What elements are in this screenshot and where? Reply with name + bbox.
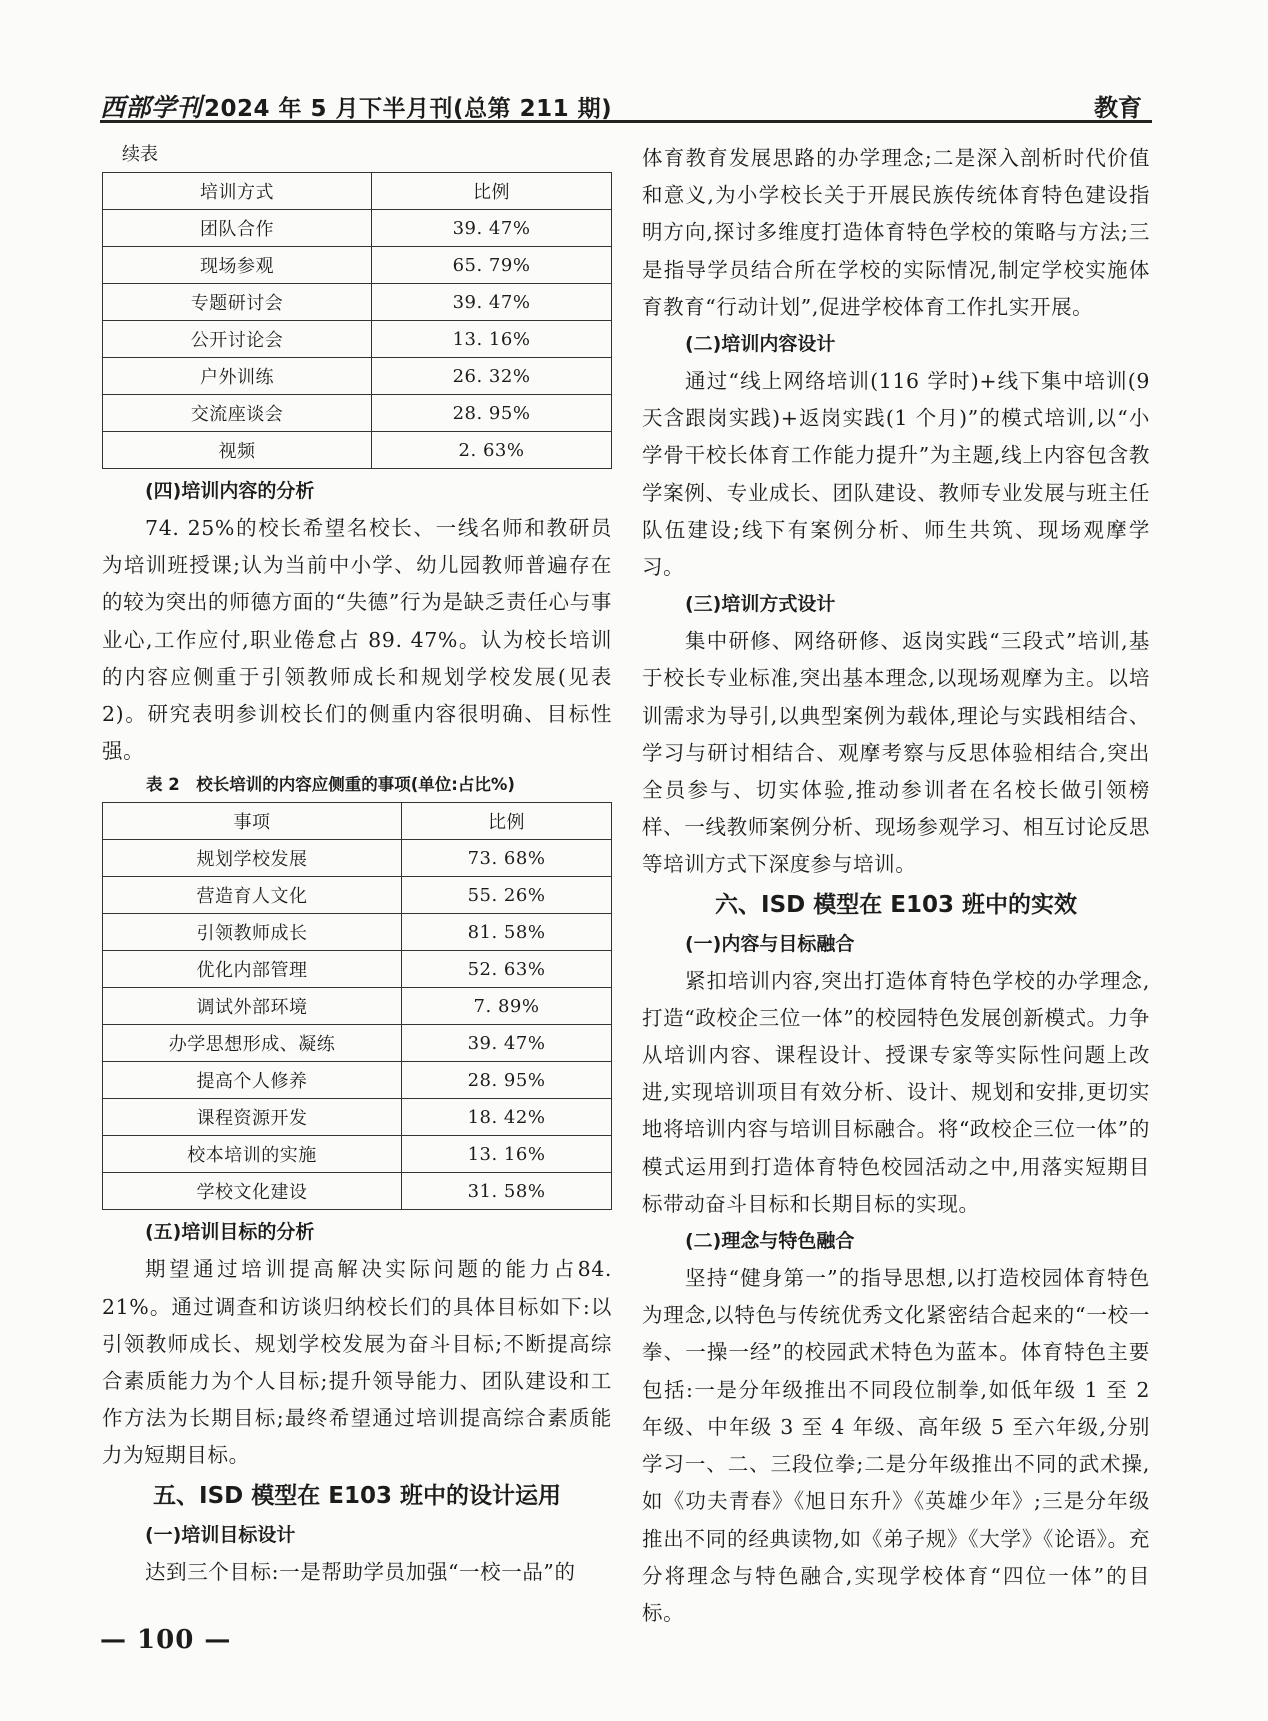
table-row xyxy=(103,432,612,469)
table-row xyxy=(103,877,612,914)
table-row xyxy=(103,358,612,395)
table-cell: 规划学校发展 xyxy=(103,840,402,877)
section-name: 教育 xyxy=(1094,94,1142,122)
paragraph-content-analysis: 74. 25%的校长希望名校长、一线名师和教研员为培训班授课;认为当前中小学、幼儿园教师普遍存在的较为突出的师德方面的“失德”行为是缺乏责任心与事业心,工作应付,职业倦怠占 89. 47%。认为校长培训的内容应侧重于引领教师成长和规划学校发展(见表 2)。研究表明参训校长们的侧重内容很明确、目标性强。 xyxy=(102,516,612,764)
subheading-idea-feature-merge: (二)理念与特色融合 xyxy=(685,1230,855,1253)
table-cell: 18. 42% xyxy=(402,1099,612,1136)
table-cell: 视频 xyxy=(103,432,372,469)
table-2-caption: 表 2 校长培训的内容应侧重的事项(单位:占比%) xyxy=(146,775,515,795)
table-header-cell: 培训方式 xyxy=(103,173,372,210)
table-cell: 73. 68% xyxy=(402,840,612,877)
page-number: — 100 — xyxy=(100,1625,232,1655)
table-cell: 公开讨论会 xyxy=(103,321,372,358)
table-cell: 28. 95% xyxy=(402,1062,612,1099)
paragraph-continued: 体育教育发展思路的办学理念;二是深入剖析时代价值和意义,为小学校长关于开展民族传统体育特色建设指明方向,探讨多维度打造体育特色学校的策略与方法;三是指导学员结合所在学校的实际情况,制定学校实施体育教育“行动计划”,促进学校体育工作扎实开展。 xyxy=(642,146,1150,319)
table-header-cell: 比例 xyxy=(402,803,612,840)
subheading-goal-design: (一)培训目标设计 xyxy=(145,1523,296,1546)
table-header-cell: 事项 xyxy=(103,803,402,840)
table-1-continued xyxy=(102,172,612,469)
subheading-content-design: (二)培训内容设计 xyxy=(685,333,836,356)
section-5-title: 五、ISD 模型在 E103 班中的设计运用 xyxy=(153,1482,561,1509)
table-row xyxy=(103,395,612,432)
table-cell: 52. 63% xyxy=(402,951,612,988)
continued-label: 续表 xyxy=(122,144,158,165)
subheading-content-goal-merge: (一)内容与目标融合 xyxy=(685,932,855,955)
table-cell: 现场参观 xyxy=(103,247,372,284)
table-cell: 65. 79% xyxy=(372,247,612,284)
subheading-goal-analysis: (五)培训目标的分析 xyxy=(145,1221,315,1244)
paragraph-content-design: 通过“线上网络培训(116 学时)+线下集中培训(9 天含跟岗实践)+返岗实践(1 个月)”的模式培训,以“小学骨干校长体育工作能力提升”为主题,线上内容包含教学案例、专业成长、团队建设、教师专业发展与班主任队伍建设;线下有案例分析、师生共筑、现场观摩学习。 xyxy=(642,369,1150,580)
table-cell: 26. 32% xyxy=(372,358,612,395)
table-cell: 户外训练 xyxy=(103,358,372,395)
header-rule xyxy=(100,120,1152,123)
table-cell: 81. 58% xyxy=(402,914,612,951)
table-row xyxy=(103,1136,612,1173)
subheading-content-analysis: (四)培训内容的分析 xyxy=(145,480,315,502)
table-cell: 7. 89% xyxy=(402,988,612,1025)
table-cell: 39. 47% xyxy=(402,1025,612,1062)
table-cell: 28. 95% xyxy=(372,395,612,432)
left-column xyxy=(102,140,612,1591)
table-cell: 调试外部环境 xyxy=(103,988,402,1025)
paragraph-content-goal-merge: 紧扣培训内容,突出打造体育特色学校的办学理念,打造“政校企三位一体”的校园特色发展创新模式。力争从培训内容、课程设计、授课专家等实际性问题上改进,实现培训项目有效分析、设计、规划和安排,更切实地将培训内容与培训目标融合。将“政校企三位一体”的模式运用到打造体育特色校园活动之中,用落实短期目标带动奋斗目标和长期目标的实现。 xyxy=(642,968,1150,1216)
table-row xyxy=(103,951,612,988)
table-row xyxy=(103,840,612,877)
table-cell: 营造育人文化 xyxy=(103,877,402,914)
table-cell: 39. 47% xyxy=(372,210,612,247)
journal-issue: 2024 年 5 月下半月刊(总第 211 期) xyxy=(204,96,613,122)
table-cell: 39. 47% xyxy=(372,284,612,321)
paragraph-idea-feature-merge: 坚持“健身第一”的指导思想,以打造校园体育特色为理念,以特色与传统优秀文化紧密结合起来的“一校一拳、一操一经”的校园武术特色为蓝本。体育特色主要包括:一是分年级推出不同段位制拳,如低年级 1 至 2 年级、中年级 3 至 4 年级、高年级 5 至六年级,分别学习一、二、三段位拳;二是分年级推出不同的武术操,如《功夫青春》《旭日东升》《英雄少年》;三是分年级推出不同的经典读物,如《弟子规》《大学》《论语》。充分将理念与特色融合,实现学校体育“四位一体”的目标。 xyxy=(642,1266,1150,1625)
subheading-method-design: (三)培训方式设计 xyxy=(685,593,836,616)
table-cell: 13. 16% xyxy=(372,321,612,358)
table-cell: 31. 58% xyxy=(402,1173,612,1210)
table-2 xyxy=(102,802,612,1210)
table-cell: 校本培训的实施 xyxy=(103,1136,402,1173)
table-cell: 课程资源开发 xyxy=(103,1099,402,1136)
table-header-row xyxy=(103,803,612,840)
table-cell: 团队合作 xyxy=(103,210,372,247)
table-row xyxy=(103,1062,612,1099)
table-cell: 提高个人修养 xyxy=(103,1062,402,1099)
paragraph-method-design: 集中研修、网络研修、返岗实践“三段式”培训,基于校长专业标准,突出基本理念,以现场观摩为主。以培训需求为导引,以典型案例为载体,理论与实践相结合、学习与研讨相结合、观摩考察与反思体验相结合,突出全员参与、切实体验,推动参训者在名校长做引领榜样、一线教师案例分析、现场参观学习、相互讨论反思等培训方式下深度参与培训。 xyxy=(642,629,1150,877)
table-row xyxy=(103,1099,612,1136)
table-cell: 交流座谈会 xyxy=(103,395,372,432)
table-row xyxy=(103,1173,612,1210)
table-row xyxy=(103,1025,612,1062)
table-cell: 13. 16% xyxy=(402,1136,612,1173)
table-cell: 办学思想形成、凝练 xyxy=(103,1025,402,1062)
table-header-row xyxy=(103,173,612,210)
journal-title xyxy=(100,88,612,124)
right-column xyxy=(642,140,1150,1632)
journal-logo: 西部学刊 xyxy=(100,93,203,122)
table-cell: 引领教师成长 xyxy=(103,914,402,951)
section-6-title: 六、ISD 模型在 E103 班中的实效 xyxy=(715,891,1077,918)
table-cell: 专题研讨会 xyxy=(103,284,372,321)
table-header-cell: 比例 xyxy=(372,173,612,210)
table-cell: 55. 26% xyxy=(402,877,612,914)
table-cell: 学校文化建设 xyxy=(103,1173,402,1210)
table-row xyxy=(103,321,612,358)
table-row xyxy=(103,988,612,1025)
table-cell: 优化内部管理 xyxy=(103,951,402,988)
paragraph-goal-analysis: 期望通过培训提高解决实际问题的能力占84. 21%。通过调查和访谈归纳校长们的具体目标如下:以引领教师成长、规划学校发展为奋斗目标;不断提高综合素质能力为个人目标;提升领导能力、团队建设和工作方法为长期目标;最终希望通过培训提高综合素质能力为短期目标。 xyxy=(102,1257,612,1468)
paragraph-goal-design: 达到三个目标:一是帮助学员加强“一校一品”的 xyxy=(145,1559,576,1584)
table-row xyxy=(103,914,612,951)
table-row xyxy=(103,247,612,284)
table-row xyxy=(103,210,612,247)
table-row xyxy=(103,284,612,321)
table-cell: 2. 63% xyxy=(372,432,612,469)
